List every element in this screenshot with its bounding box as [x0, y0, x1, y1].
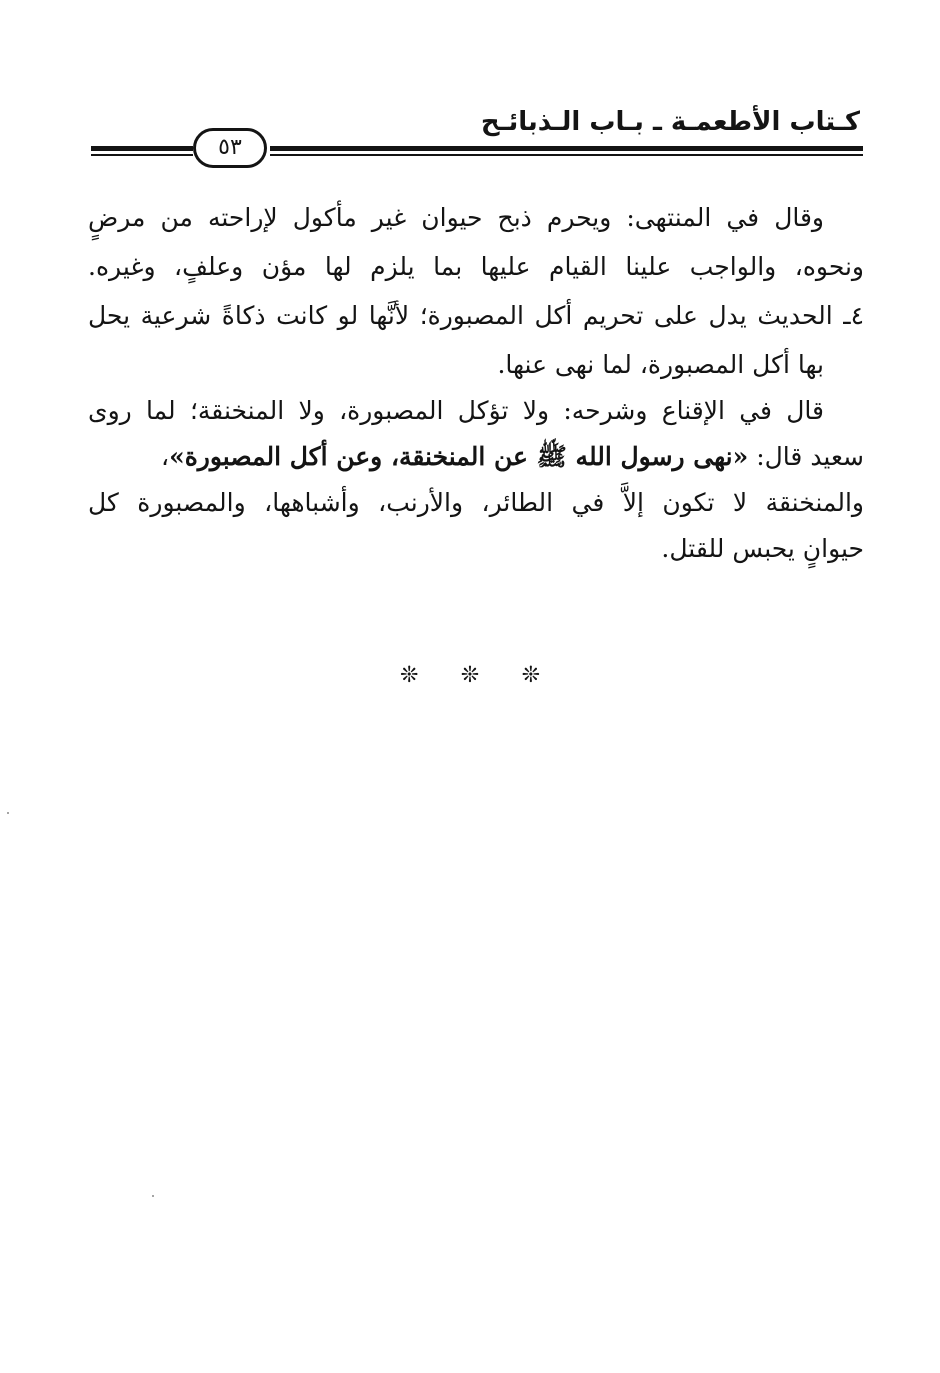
line-6-lead-text: سعيد قال: [748, 442, 864, 471]
header-rule-right-thick [270, 146, 863, 151]
page-number: ٥٣ [218, 135, 242, 160]
body-line-6 [88, 434, 864, 480]
running-title: كـتاب الأطعمـة ـ بـاب الـذبائـح [480, 107, 860, 137]
scan-speck [7, 812, 9, 814]
body-line-5: قال في الإقناع وشرحه: ولا تؤكل المصبورة، ولا المنخنقة؛ لما روى [88, 396, 824, 425]
header-rule-right-thin [270, 154, 863, 156]
body-line-7: والمنخنقة لا تكون إلاَّ في الطائر، والأرنب، وأشباهها، والمصبورة كل [88, 488, 864, 517]
body-line-1: وقال في المنتهى: ويحرم ذبح حيوان غير مأكول لإراحته من مرضٍ [88, 203, 824, 232]
header-rule-left-thick [91, 146, 193, 151]
body-line-4: بها أكل المصبورة، لما نهى عنها. [497, 350, 824, 379]
scan-speck [152, 1195, 154, 1197]
separator-star-1: ❊ [400, 663, 419, 688]
body-line-2: ونحوه، والواجب علينا القيام عليها بما يلزم لها مؤن وعلفٍ، وغيره. [88, 252, 864, 281]
page-number-frame [193, 128, 267, 168]
separator-star-3: ❊ [521, 663, 540, 688]
body-line-8: حيوانٍ يحبس للقتل. [661, 534, 864, 563]
hadith-quote: «نهى رسول الله ﷺ عن المنخنقة، وعن أكل المصبورة» [169, 442, 749, 471]
section-separator [400, 662, 540, 690]
separator-star-2: ❊ [460, 663, 480, 688]
header-rule-left-thin [91, 154, 193, 156]
line-6-trailing-comma: ، [161, 442, 170, 471]
body-line-3: ٤ـ الحديث يدل على تحريم أكل المصبورة؛ لأنَّها لو كانت ذكاةً شرعية يحل [88, 301, 864, 330]
